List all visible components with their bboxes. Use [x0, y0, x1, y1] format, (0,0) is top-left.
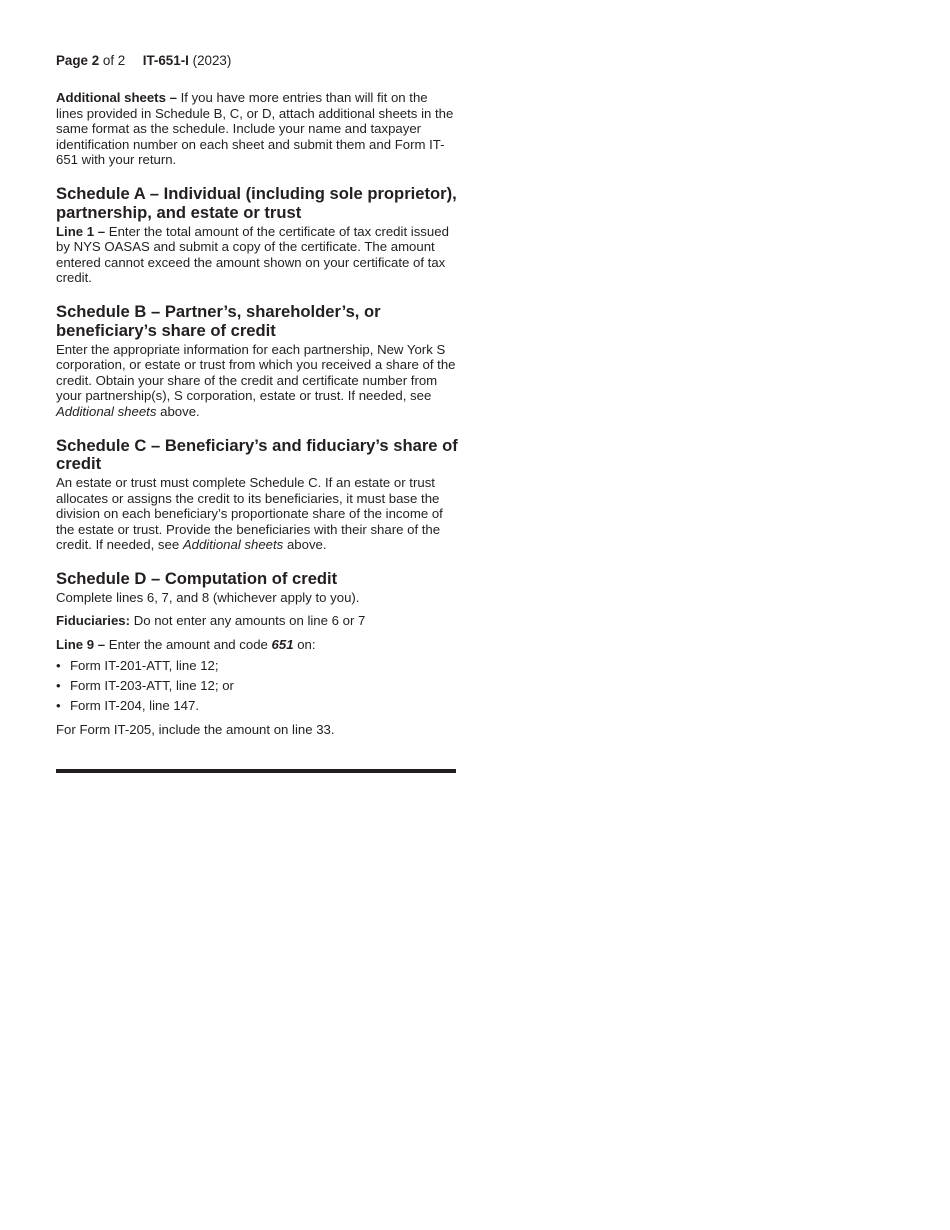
- schedule-a-line1-lead: Line 1 –: [56, 223, 106, 239]
- form-id: IT-651-I: [142, 53, 189, 68]
- schedule-c-additional-sheets-ref: Additional sheets: [182, 537, 284, 553]
- line9-paragraph: [56, 637, 458, 653]
- schedule-c-text-end: above.: [283, 537, 327, 553]
- line9-text-end: on:: [293, 637, 316, 653]
- page-number: Page 2: [56, 53, 100, 68]
- schedule-b-heading: Schedule B – Partner’s, shareholder’s, or beneficiary’s share of credit: [56, 301, 381, 340]
- section-end-rule: [56, 769, 456, 773]
- list-item-text: Form IT-204, line 147.: [70, 698, 200, 714]
- schedule-a-line1-paragraph: [56, 224, 458, 286]
- fiduciaries-lead: Fiduciaries:: [56, 613, 131, 629]
- list-item-text: Form IT-203-ATT, line 12; or: [70, 677, 234, 693]
- line9-lead: Line 9 –: [56, 637, 106, 653]
- bullet-icon: •: [56, 698, 61, 714]
- list-item: [56, 698, 458, 714]
- it205-paragraph: For Form IT-205, include the amount on line 33.: [56, 721, 335, 737]
- schedule-b-text: Enter the appropriate information for each partnership, New York S corporation, or estate or trust from which you received a share of the credit. Obtain your share of the credit and certificate number from your partnership(s), S corporation, estate or trust. If needed, see: [56, 341, 456, 404]
- schedule-c-text: An estate or trust must complete Schedule C. If an estate or trust allocates or assigns the credit to its beneficiaries, it must base the division on each beneficiary’s proportionate share of the income of the estate or trust. Provide the beneficiaries with their share of the credit. If needed, see: [56, 475, 443, 553]
- list-item-text: Form IT-201-ATT, line 12;: [70, 657, 219, 673]
- additional-sheets-text: If you have more entries than will fit on the lines provided in Schedule B, C, or D, attach additional sheets in the same format as the schedule. Include your name and taxpayer identification number on each sheet and submit them and Form IT-651 with your return.: [56, 90, 454, 168]
- line9-form-list: [56, 658, 458, 714]
- schedule-c-section: [56, 437, 458, 554]
- schedule-c-paragraph: [56, 475, 458, 553]
- list-item: [56, 658, 458, 674]
- schedule-c-heading: Schedule C – Beneficiary’s and fiduciary’s share of credit: [56, 435, 458, 474]
- bullet-icon: •: [56, 657, 61, 673]
- schedule-a-line1-text: Enter the total amount of the certificate of tax credit issued by NYS OASAS and submit a copy of the certificate. The amount entered cannot exceed the amount shown on your certificate of tax credit.: [56, 223, 449, 286]
- additional-sheets-lead: Additional sheets –: [56, 90, 177, 105]
- additional-sheets-paragraph: [56, 90, 458, 168]
- schedule-d-section: [56, 570, 458, 737]
- schedule-b-paragraph: [56, 342, 458, 420]
- fiduciaries-text: Do not enter any amounts on line 6 or 7: [130, 613, 366, 629]
- instructions-column: [56, 53, 458, 773]
- schedule-d-heading: Schedule D – Computation of credit: [56, 569, 338, 589]
- schedule-b-text-end: above.: [156, 403, 200, 419]
- list-item: [56, 678, 458, 694]
- schedule-a-section: [56, 185, 458, 286]
- schedule-a-heading: Schedule A – Individual (including sole proprietor), partnership, and estate or trust: [56, 183, 457, 222]
- page-count: of 2: [102, 53, 126, 68]
- bullet-icon: •: [56, 677, 61, 693]
- line9-code: 651: [271, 637, 294, 653]
- line9-text: Enter the amount and code: [105, 637, 272, 653]
- schedule-b-additional-sheets-ref: Additional sheets: [56, 403, 157, 419]
- schedule-d-intro: Complete lines 6, 7, and 8 (whichever apply to you).: [56, 589, 360, 605]
- page-header: [56, 53, 458, 69]
- schedule-b-section: [56, 303, 458, 420]
- form-year: (2023): [192, 53, 232, 68]
- fiduciaries-paragraph: [56, 613, 458, 629]
